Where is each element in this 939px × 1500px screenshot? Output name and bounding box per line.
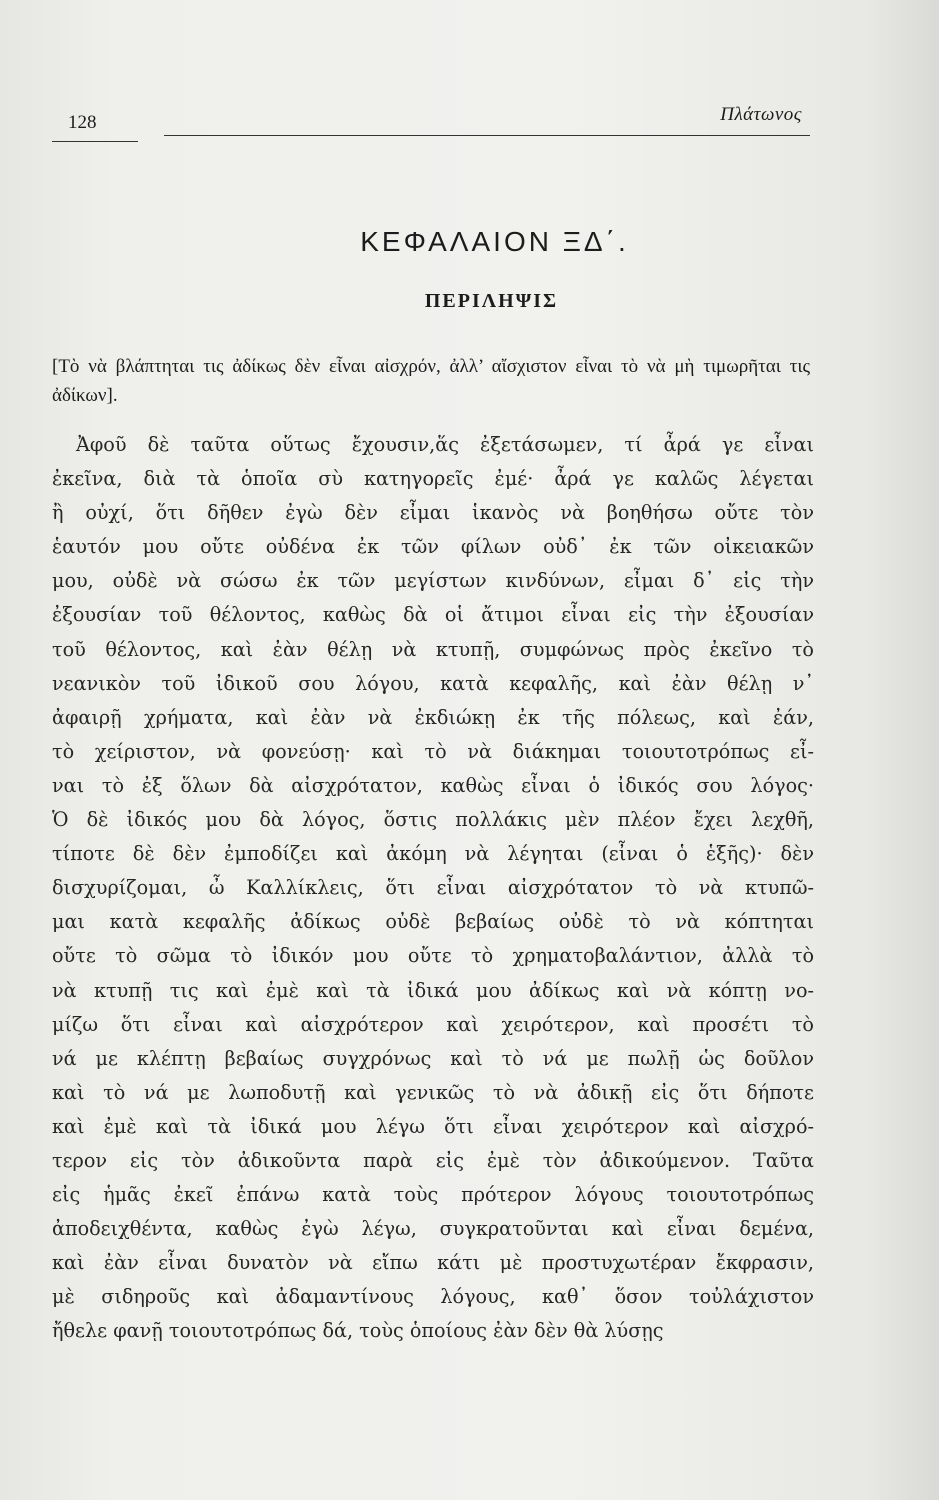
chapter-title: ΚΕΦΑΛΑΙΟΝ ΞΔ΄. bbox=[360, 226, 629, 257]
body-line: νεανικὸν τοῦ ἰδικοῦ σου λόγου, κατὰ κεφαλῆς, καὶ ἐὰν θέλῃ ν᾿ bbox=[52, 671, 814, 695]
header-rule-left bbox=[52, 141, 138, 142]
body-line: ναι τὸ ἐξ ὅλων δὰ αἰσχρότατον, καθὼς εἶναι ὁ ἰδικός σου λόγος· bbox=[52, 773, 814, 797]
body-line: οὔτε τὸ σῶμα τὸ ἰδικόν μου οὔτε τὸ χρηματοβαλάντιον, ἀλλὰ τὸ bbox=[52, 944, 814, 968]
body-line: εἰς ἡμᾶς ἐκεῖ ἐπάνω κατὰ τοὺς πρότερον λόγους τοιουτοτρόπως bbox=[52, 1183, 814, 1207]
body-line: μαι κατὰ κεφαλῆς ἀδίκως οὐδὲ βεβαίως οὐδὲ τὸ νὰ κόπτηται bbox=[52, 910, 814, 934]
body-line: νά με κλέπτῃ βεβαίως συγχρόνως καὶ τὸ νά με πωλῇ ὡς δοῦλον bbox=[52, 1046, 814, 1070]
summary-heading: ΠΕΡΙΛΗΨΙΣ bbox=[424, 290, 559, 312]
body-line: τὸ χείριστον, νὰ φονεύσῃ· καὶ τὸ νὰ διάκημαι τοιουτοτρόπως εἶ- bbox=[52, 739, 814, 763]
body-line: δισχυρίζομαι, ὦ Καλλίκλεις, ὅτι εἶναι αἰσχρότατον τὸ νὰ κτυπῶ- bbox=[52, 876, 814, 900]
body-line: νὰ κτυπῇ τις καὶ ἐμὲ καὶ τὰ ἰδικά μου ἀδίκως καὶ νὰ κόπτῃ νο- bbox=[52, 978, 814, 1002]
body-line: μίζω ὅτι εἶναι καὶ αἰσχρότερον καὶ χειρότερον, καὶ προσέτι τὸ bbox=[52, 1012, 814, 1036]
body-line: ἀποδειχθέντα, καθὼς ἐγὼ λέγω, συγκρατοῦνται καὶ εἶναι δεμένα, bbox=[52, 1217, 814, 1241]
body-line: τερον εἰς τὸν ἀδικοῦντα παρὰ εἰς ἐμὲ τὸν ἀδικούμενον. Ταῦτα bbox=[52, 1148, 814, 1172]
body-text bbox=[52, 428, 814, 1349]
body-line: ἐκεῖνα, διὰ τὰ ὁποῖα σὺ κατηγορεῖς ἐμέ· ἆρά γε καλῶς λέγεται bbox=[52, 467, 814, 491]
running-title: Πλάτωνος bbox=[720, 104, 802, 125]
body-line: ἐξουσίαν τοῦ θέλοντος, καθὼς δὰ οἱ ἄτιμοι εἶναι εἰς τὴν ἐξουσίαν bbox=[52, 603, 814, 627]
body-line: ἑαυτόν μου οὔτε οὐδένα ἐκ τῶν φίλων οὐδ᾿ ἐκ τῶν οἰκειακῶν bbox=[52, 535, 814, 559]
body-line: Ὁ δὲ ἰδικός μου δὰ λόγος, ὅστις πολλάκις μὲν πλέον ἔχει λεχθῆ, bbox=[52, 808, 814, 832]
body-line: καὶ ἐμὲ καὶ τὰ ἰδικά μου λέγω ὅτι εἶναι χειρότερον καὶ αἰσχρό- bbox=[52, 1114, 814, 1138]
header-rule bbox=[164, 135, 810, 136]
page-number: 128 bbox=[68, 112, 97, 133]
chapter-abstract: [Τὸ νὰ βλάπτηται τις ἀδίκως δὲν εἶναι αἰσχρόν, ἀλλ’ αἴσχιστον εἶναι τὸ νὰ μὴ τιμωρῆται τις ἀδίκων]. bbox=[52, 356, 810, 406]
body-line: ἤθελε φανῇ τοιουτοτρόπως δά, τοὺς ὁποίους ἐὰν δὲν θὰ λύσῃς bbox=[52, 1319, 664, 1343]
body-line: καὶ τὸ νά με λωποδυτῇ καὶ γενικῶς τὸ νὰ ἀδικῇ εἰς ὅτι δήποτε bbox=[52, 1080, 814, 1104]
body-line: ἢ οὐχί, ὅτι δῆθεν ἐγὼ δὲν εἶμαι ἱκανὸς νὰ βοηθήσω οὔτε τὸν bbox=[52, 501, 814, 525]
body-line: ἀφαιρῇ χρήματα, καὶ ἐὰν νὰ ἐκδιώκῃ ἐκ τῆς πόλεως, καὶ ἐάν, bbox=[52, 705, 814, 729]
body-line: τοῦ θέλοντος, καὶ ἐὰν θέλῃ νὰ κτυπῇ, συμφώνως πρὸς ἐκεῖνο τὸ bbox=[52, 637, 814, 661]
body-line: μου, οὐδὲ νὰ σώσω ἐκ τῶν μεγίστων κινδύνων, εἶμαι δ᾿ εἰς τὴν bbox=[52, 569, 814, 593]
body-line: Ἀφοῦ δὲ ταῦτα οὕτως ἔχουσιν,ἅς ἐξετάσωμεν, τί ἆρά γε εἶναι bbox=[76, 433, 814, 456]
body-line: μὲ σιδηροῦς καὶ ἀδαμαντίνους λόγους, καθ᾿ ὅσον τοὐλάχιστον bbox=[52, 1285, 814, 1309]
page-header bbox=[52, 104, 810, 148]
body-line: καὶ ἐὰν εἶναι δυνατὸν νὰ εἴπω κάτι μὲ προστυχωτέραν ἔκφρασιν, bbox=[52, 1251, 814, 1275]
body-line: τίποτε δὲ δὲν ἐμποδίζει καὶ ἀκόμη νὰ λέγηται (εἶναι ὁ ἑξῆς)· δὲν bbox=[52, 842, 814, 866]
